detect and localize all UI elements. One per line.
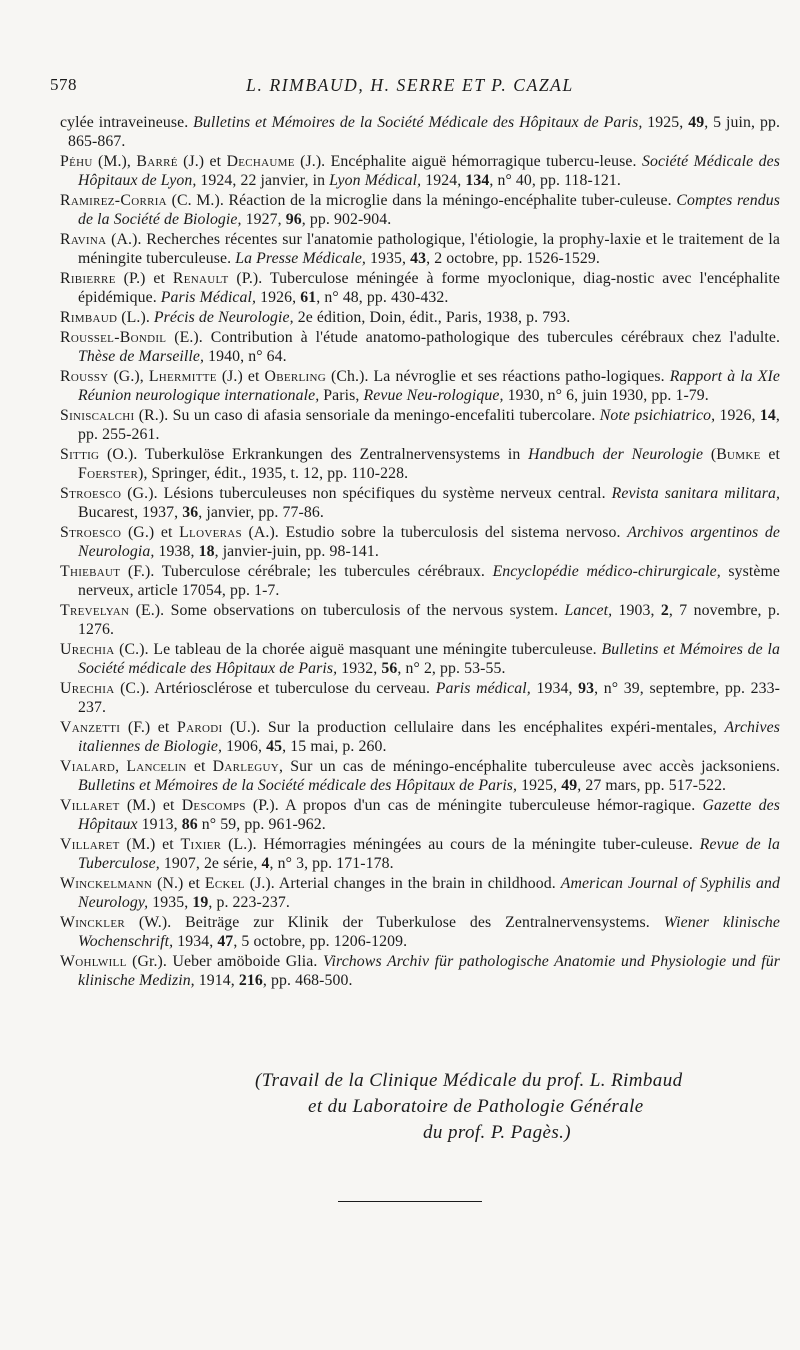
reference-text: , n° 40, pp. 118-121. — [489, 172, 621, 190]
reference-entry — [60, 601, 780, 639]
author-name: Wohlwill — [60, 952, 127, 970]
reference-entry — [60, 640, 780, 678]
reference-text: 1914, — [194, 972, 239, 989]
source-title: Comptes rendus de la Société de Biologie, — [78, 192, 780, 229]
volume-number: 43 — [410, 250, 427, 268]
source-title: Société Médicale des Hôpitaux de Lyon, — [78, 153, 780, 190]
reference-text: 1924, — [421, 172, 466, 190]
reference-text: , — [115, 757, 127, 775]
reference-entry — [60, 445, 780, 483]
author-name: Ribierre — [60, 270, 116, 287]
volume-number: 36 — [182, 504, 199, 521]
reference-text: , pp. 902-904. — [301, 211, 392, 229]
source-title: Virchows Archiv für pathologische Anatomie und Physiologie und für klinische Medizin, — [78, 952, 780, 989]
reference-text: , n° 48, pp. 430-432. — [316, 289, 449, 307]
source-title: Bulletins et Mémoires de la Société médicale des Hôpitaux de Paris, — [78, 777, 518, 794]
author-name: Barré — [136, 153, 178, 170]
reference-text: (A.). Recherches récentes sur l'anatomie pathologique, l'étiologie, la prophy-laxie et le traitement de la méningite tuberculeuse. — [78, 231, 780, 268]
reference-entry — [60, 406, 780, 444]
volume-number: 14 — [759, 406, 776, 424]
author-name: Descomps — [181, 796, 246, 814]
reference-text: (F.) et — [120, 718, 177, 736]
volume-number: 4 — [261, 855, 270, 872]
source-title: Bulletins et Mémoires de la Société Médicale des Hôpitaux de Paris, — [193, 114, 643, 131]
author-name: Ramirez-Corria — [60, 192, 167, 209]
reference-text: (P.). Tuberculose méningée à forme myoclonique, diag-nostic avec l'encéphalite épidémique. — [78, 270, 780, 307]
author-name: Dechaume — [226, 153, 295, 170]
reference-text: 1935, — [148, 894, 193, 911]
reference-text: (C.). Artériosclérose et tuberculose du cerveau. — [114, 679, 436, 697]
reference-text: 1926, — [715, 406, 760, 424]
volume-number: 49 — [561, 777, 578, 794]
reference-entry — [60, 718, 780, 756]
volume-number: 86 — [181, 816, 198, 833]
closing-line: (Travail de la Clinique Médicale du prof. L. Rimbaud — [255, 1070, 683, 1091]
volume-number: 134 — [465, 172, 490, 190]
reference-text: cylée intraveineuse. — [60, 114, 194, 131]
reference-text: (L.). — [117, 309, 154, 326]
reference-text: (E.). Contribution à l'étude anatomo-pathologique des tubercules cérébraux chez l'adulte. — [166, 328, 780, 346]
volume-number: 45 — [266, 738, 283, 755]
reference-text: 1927, — [241, 211, 286, 229]
reference-text: (J.). Encéphalite aiguë hémorragique tubercu-leuse. — [294, 153, 642, 170]
reference-entry — [60, 230, 780, 268]
source-title: American Journal of Syphilis and Neurology, — [78, 874, 780, 911]
reference-entry — [60, 796, 780, 834]
reference-text: (M.) et — [119, 796, 182, 814]
author-name: Tixier — [180, 835, 222, 853]
reference-text: (J.). Arterial changes in the brain in childhood. — [244, 874, 561, 892]
reference-text: (O.). Tuberkulöse Erkrankungen des Zentralnervensystems in — [99, 445, 529, 463]
author-name: Stroesco — [60, 484, 122, 502]
closing-line: du prof. P. Pagès.) — [423, 1122, 571, 1143]
reference-text: 1903, — [612, 601, 661, 619]
reference-text: (L.). Hémorragies méningées au cours de la méningite tuber-culeuse. — [221, 835, 700, 853]
volume-number: 19 — [192, 894, 209, 911]
reference-text: (E.). Some observations on tuberculosis of the nervous system. — [129, 601, 565, 619]
volume-number: 56 — [381, 660, 398, 677]
author-name: Trevelyan — [60, 601, 130, 619]
reference-text: , 15 mai, p. 260. — [282, 738, 387, 755]
author-name: Ravina — [60, 231, 107, 248]
reference-text: 1925, — [642, 114, 689, 131]
reference-entry — [60, 523, 780, 561]
author-name: Vialard — [60, 757, 116, 775]
author-name: Lhermitte — [148, 367, 217, 385]
volume-number: 2 — [660, 601, 669, 619]
reference-text: 1925, — [517, 777, 562, 794]
volume-number: 216 — [238, 972, 263, 989]
page-header — [50, 75, 770, 101]
author-name: Winckler — [60, 913, 125, 931]
author-name: Darleguy — [212, 757, 280, 775]
reference-text: , janvier, pp. 77-86. — [198, 504, 324, 521]
reference-text: 1906, — [222, 738, 267, 755]
reference-entry — [60, 152, 780, 190]
reference-text: Paris, — [319, 387, 364, 404]
source-title: Lancet, — [564, 601, 613, 619]
source-title: La Presse Médicale, — [235, 250, 366, 268]
author-name: Villaret — [60, 796, 120, 814]
reference-entry — [60, 308, 780, 327]
volume-number: 96 — [285, 211, 302, 229]
author-name: Bumke — [716, 445, 761, 463]
reference-text: (A.). Estudio sobre la tuberculosis del sistema nervoso. — [241, 523, 628, 541]
reference-text: Bucarest, 1937, — [78, 504, 183, 521]
author-name: Stroesco — [60, 523, 122, 541]
reference-entry — [60, 484, 780, 522]
reference-text: (C. M.). Réaction de la microglie dans la méningo-encéphalite tuber-culeuse. — [166, 192, 677, 209]
source-title: Encyclopédie médico-chirurgicale, — [492, 562, 721, 580]
reference-text: 2e édition, Doin, édit., Paris, 1938, p. 793. — [293, 309, 571, 326]
reference-text: (P.) et — [115, 270, 173, 287]
reference-text: (M.), — [92, 153, 137, 170]
reference-text: (G.). Lésions tuberculeuses non spécifiques du système nerveux central. — [121, 484, 612, 502]
reference-text: , pp. 255-261. — [78, 406, 780, 443]
reference-text: 1907, 2e série, — [159, 855, 262, 872]
volume-number: 61 — [300, 289, 317, 307]
source-title: Bulletins et Mémoires de la Société médicale des Hôpitaux de Paris, — [78, 640, 780, 677]
reference-text: 1930, n° 6, juin 1930, pp. 1-79. — [503, 387, 709, 404]
source-title: Archives italiennes de Biologie, — [78, 718, 781, 755]
reference-text: 1934, — [173, 933, 218, 950]
reference-text: (R.). Su un caso di afasia sensoriale da meningo-encefaliti tubercolare. — [134, 406, 600, 424]
reference-text: 1924, 22 janvier, in — [196, 172, 330, 190]
closing-note — [255, 1068, 775, 1146]
reference-text: , 27 mars, pp. 517-522. — [577, 777, 727, 794]
source-title: Paris Médical, — [160, 289, 257, 307]
source-title: Précis de Neurologie, — [153, 309, 294, 326]
author-name: Lloveras — [179, 523, 242, 541]
reference-text: , n° 39, septembre, pp. 233-237. — [78, 679, 780, 716]
author-name: Foerster — [78, 465, 139, 482]
reference-text: système nerveux, article 17054, pp. 1-7. — [78, 562, 780, 599]
author-name: Villaret — [60, 835, 120, 853]
closing-line: et du Laboratoire de Pathologie Générale — [308, 1096, 644, 1117]
author-name: Thiebaut — [60, 562, 121, 580]
reference-text: 1940, n° 64. — [204, 348, 287, 365]
source-title: Paris médical, — [435, 679, 531, 697]
end-rule — [338, 1201, 482, 1202]
volume-number: 49 — [688, 114, 705, 131]
source-title: Archivos argentinos de Neurologia, — [78, 523, 780, 560]
author-name: Lancelin — [126, 757, 187, 775]
volume-number: 47 — [217, 933, 234, 950]
reference-entry — [60, 874, 780, 912]
reference-text: 1926, — [256, 289, 301, 307]
author-name: Roussy — [60, 367, 109, 385]
author-name: Urechia — [60, 640, 115, 658]
reference-text: (J.) et — [177, 153, 227, 170]
volume-number: 93 — [578, 679, 595, 697]
source-title: Revue de la Tuberculose, — [78, 835, 780, 872]
author-name: Sittig — [60, 445, 100, 463]
page-number: 578 — [50, 75, 77, 94]
reference-text: , n° 3, pp. 171-178. — [269, 855, 394, 872]
reference-text: et — [760, 445, 780, 463]
reference-text: (G.) et — [121, 523, 180, 541]
source-title: Wiener klinische Wochenschrift, — [78, 913, 780, 950]
bibliography-list — [60, 113, 780, 991]
reference-text: , pp. 468-500. — [262, 972, 353, 989]
author-name: Eckel — [204, 874, 245, 892]
reference-text: (J.) et — [216, 367, 265, 385]
reference-text: , p. 223-237. — [208, 894, 290, 911]
source-title: Thèse de Marseille, — [78, 348, 205, 365]
reference-text: 1938, — [154, 543, 199, 560]
reference-text: (Gr.). Ueber amöboide Glia. — [126, 952, 323, 970]
reference-entry — [60, 835, 780, 873]
reference-entry — [60, 269, 780, 307]
reference-entry — [60, 328, 780, 366]
reference-text: (P.). A propos d'un cas de méningite tuberculeuse hémor-ragique. — [245, 796, 703, 814]
author-name: Péhu — [60, 153, 93, 170]
author-name: Roussel-Bondil — [60, 328, 167, 346]
reference-text: , janvier-juin, pp. 98-141. — [214, 543, 379, 560]
reference-text: , 5 juin, pp. 865-867. — [68, 114, 781, 151]
reference-entry — [60, 679, 780, 717]
reference-text: (C.). Le tableau de la chorée aiguë masquant une méningite tuberculeuse. — [114, 640, 602, 658]
reference-text: ( — [703, 445, 717, 463]
reference-text: (W.). Beiträge zur Klinik der Tuberkulose des Zentralnervensystems. — [124, 913, 664, 931]
reference-text: n° 59, pp. 961-962. — [197, 816, 326, 833]
reference-text: 1913, — [137, 816, 182, 833]
reference-text: ), Springer, édit., 1935, t. 12, pp. 110-228. — [138, 465, 409, 482]
author-name: Parodi — [177, 718, 223, 736]
running-head: L. RIMBAUD, H. SERRE ET P. CAZAL — [246, 75, 574, 95]
reference-entry — [60, 562, 780, 600]
reference-text: , Sur un cas de méningo-encéphalite tuberculeuse avec accès jacksoniens. — [279, 757, 781, 775]
reference-text: (F.). Tuberculose cérébrale; les tubercules cérébraux. — [120, 562, 493, 580]
author-name: Vanzetti — [60, 718, 121, 736]
reference-entry — [60, 913, 780, 951]
author-name: Rimbaud — [60, 309, 118, 326]
source-title: Note psichiatrico, — [599, 406, 716, 424]
reference-entry — [60, 952, 780, 990]
reference-text: , 2 octobre, pp. 1526-1529. — [426, 250, 600, 268]
volume-number: 18 — [198, 543, 215, 560]
source-title: Handbuch der Neurologie — [528, 445, 704, 463]
source-title: Revista sanitara militara, — [611, 484, 780, 502]
reference-entry — [60, 757, 780, 795]
reference-text: et — [186, 757, 213, 775]
source-title: Revue Neu-rologique, — [363, 387, 504, 404]
reference-entry — [60, 191, 780, 229]
source-title: Lyon Médical, — [329, 172, 422, 190]
reference-text: , n° 2, pp. 53-55. — [397, 660, 506, 677]
source-title: Rapport à la XIe Réunion neurologique internationale, — [78, 367, 780, 404]
author-name: Renault — [172, 270, 229, 287]
reference-entry — [60, 367, 780, 405]
source-title: Gazette des Hôpitaux — [78, 796, 780, 833]
reference-text: (N.) et — [152, 874, 205, 892]
author-name: Siniscalchi — [60, 406, 135, 424]
author-name: Oberling — [264, 367, 327, 385]
reference-text: (G.), — [108, 367, 149, 385]
reference-text: (M.) et — [119, 835, 181, 853]
reference-text: 1934, — [530, 679, 579, 697]
reference-text: , 7 novembre, p. 1276. — [78, 601, 780, 638]
reference-entry — [60, 113, 780, 151]
author-name: Urechia — [60, 679, 115, 697]
reference-text: (U.). Sur la production cellulaire dans les encéphalites expéri-mentales, — [222, 718, 725, 736]
reference-text: 1932, — [337, 660, 382, 677]
author-name: Winckelmann — [60, 874, 153, 892]
reference-text: 1935, — [365, 250, 411, 268]
reference-text: , 5 octobre, pp. 1206-1209. — [233, 933, 408, 950]
reference-text: (Ch.). La névroglie et ses réactions patho-logiques. — [326, 367, 670, 385]
